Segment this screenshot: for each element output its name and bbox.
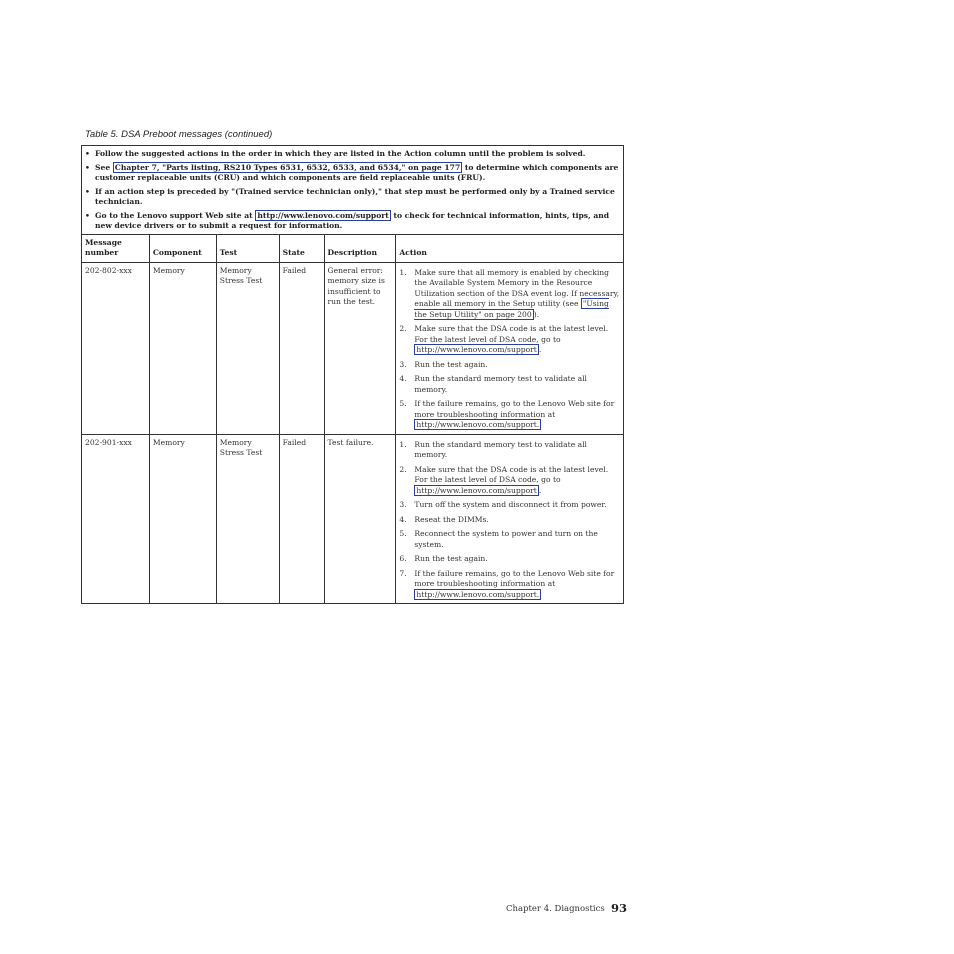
bullet-icon: •	[85, 162, 90, 172]
col-header-description: Description	[324, 234, 396, 262]
lenovo-support-link[interactable]: http://www.lenovo.com/support	[416, 485, 537, 495]
dsa-messages-table	[81, 145, 624, 604]
step-number: 4.	[399, 374, 407, 383]
message-number-cell: 202-901-xxx	[82, 434, 150, 604]
step-text: ).	[533, 309, 540, 319]
action-step	[399, 500, 621, 511]
table-row	[82, 434, 624, 604]
col-header-component: Component	[149, 234, 216, 262]
step-text: Reconnect the system to power and turn on the system.	[414, 529, 598, 549]
step-text: Reseat the DIMMs.	[414, 514, 489, 524]
action-step	[399, 569, 621, 601]
component-cell: Memory	[149, 262, 216, 434]
action-step	[399, 360, 621, 371]
step-text: .	[538, 485, 542, 495]
state-cell: Failed	[279, 262, 324, 434]
note-item	[85, 211, 619, 232]
description-cell: General error: memory size is insufficient to run the test.	[324, 262, 396, 434]
action-step	[399, 465, 621, 497]
action-list	[399, 268, 621, 431]
step-number: 1.	[399, 267, 407, 277]
table-caption: Table 5. DSA Preboot messages (continued)	[85, 129, 273, 140]
notes-row	[82, 146, 624, 235]
col-header-state: State	[279, 234, 324, 262]
step-number: 7.	[399, 568, 407, 578]
step-number: 5.	[399, 529, 407, 538]
note-text: Follow the suggested actions in the order in which they are listed in the Action column until the problem is solved.	[95, 149, 586, 158]
bullet-icon: •	[85, 186, 90, 196]
lenovo-support-link[interactable]: http://www.lenovo.com/support	[416, 345, 537, 354]
step-number: 3.	[399, 359, 407, 369]
step-number: 2.	[399, 324, 407, 333]
col-header-action: Action	[396, 234, 624, 262]
bullet-icon: •	[85, 149, 90, 158]
step-number: 1.	[399, 439, 407, 449]
step-number: 3.	[399, 500, 407, 509]
step-text: Make sure that the DSA code is at the latest level. For the latest level of DSA code, go to	[414, 464, 609, 484]
note-text: If an action step is preceded by "(Trained service technician only)," that step must be performed only by a Trained service technician.	[95, 186, 615, 206]
note-item	[85, 163, 619, 184]
step-text: Make sure that the DSA code is at the latest level. For the latest level of DSA code, go to	[414, 324, 609, 344]
notes-cell	[82, 146, 624, 235]
page-number: 93	[611, 901, 628, 915]
action-step	[399, 268, 621, 321]
step-number: 2.	[399, 464, 407, 474]
step-text: Run the test again.	[414, 554, 488, 563]
action-step	[399, 554, 621, 565]
note-item	[85, 187, 619, 208]
note-text: to check for technical information, hints, tips, and new device drivers or to submit a request for information.	[95, 210, 610, 230]
state-cell: Failed	[279, 434, 324, 604]
note-item	[85, 149, 619, 160]
step-text: Turn off the system and disconnect it from power.	[414, 500, 607, 509]
lenovo-support-link[interactable]: http://www.lenovo.com/support.	[416, 589, 540, 599]
lenovo-support-link[interactable]: http://www.lenovo.com/support	[257, 210, 389, 220]
action-step	[399, 440, 621, 461]
action-list	[399, 440, 621, 601]
component-cell: Memory	[149, 434, 216, 604]
description-cell: Test failure.	[324, 434, 396, 604]
bullet-icon: •	[85, 210, 90, 220]
action-step	[399, 399, 621, 431]
col-header-test: Test	[216, 234, 279, 262]
step-text: Run the standard memory test to validate all memory.	[414, 439, 587, 459]
header-row	[82, 234, 624, 262]
step-text: If the failure remains, go to the Lenovo Web site for more troubleshooting information at	[414, 399, 615, 419]
step-text: .	[538, 345, 542, 354]
action-cell	[396, 262, 624, 434]
col-header-message-number: Message number	[82, 234, 150, 262]
step-text: If the failure remains, go to the Lenovo Web site for more troubleshooting information at	[414, 568, 615, 588]
action-step	[399, 374, 621, 395]
test-cell: Memory Stress Test	[216, 434, 279, 604]
step-number: 5.	[399, 399, 407, 408]
test-cell: Memory Stress Test	[216, 262, 279, 434]
note-text: to determine which components are customer replaceable units (CRU) and which components are field replaceable units (FRU).	[95, 162, 619, 182]
table-row	[82, 262, 624, 434]
step-text: Run the test again.	[414, 359, 488, 369]
lenovo-support-link[interactable]: http://www.lenovo.com/support.	[416, 420, 540, 429]
action-cell	[396, 434, 624, 604]
parts-listing-link[interactable]: Chapter 7, "Parts listing, RS210 Types 6531, 6532, 6533, and 6534," on page 177	[114, 162, 461, 172]
step-number: 4.	[399, 514, 407, 524]
step-text: Run the standard memory test to validate all memory.	[414, 374, 587, 394]
step-text: Make sure that all memory is enabled by checking the Available System Memory in the Resource Utilization section of the DSA event log. If necessary, enable all memory in the Setup utility (see	[414, 267, 620, 308]
chapter-label: Chapter 4. Diagnostics	[506, 904, 605, 914]
note-text: See	[95, 162, 113, 172]
action-step	[399, 529, 621, 550]
action-step	[399, 324, 621, 356]
setup-utility-link[interactable]: "Using the Setup Utility" on page 200	[414, 299, 609, 319]
action-step	[399, 515, 621, 526]
step-number: 6.	[399, 554, 407, 563]
note-text: Go to the Lenovo support Web site at	[95, 210, 256, 220]
message-number-cell: 202-802-xxx	[82, 262, 150, 434]
